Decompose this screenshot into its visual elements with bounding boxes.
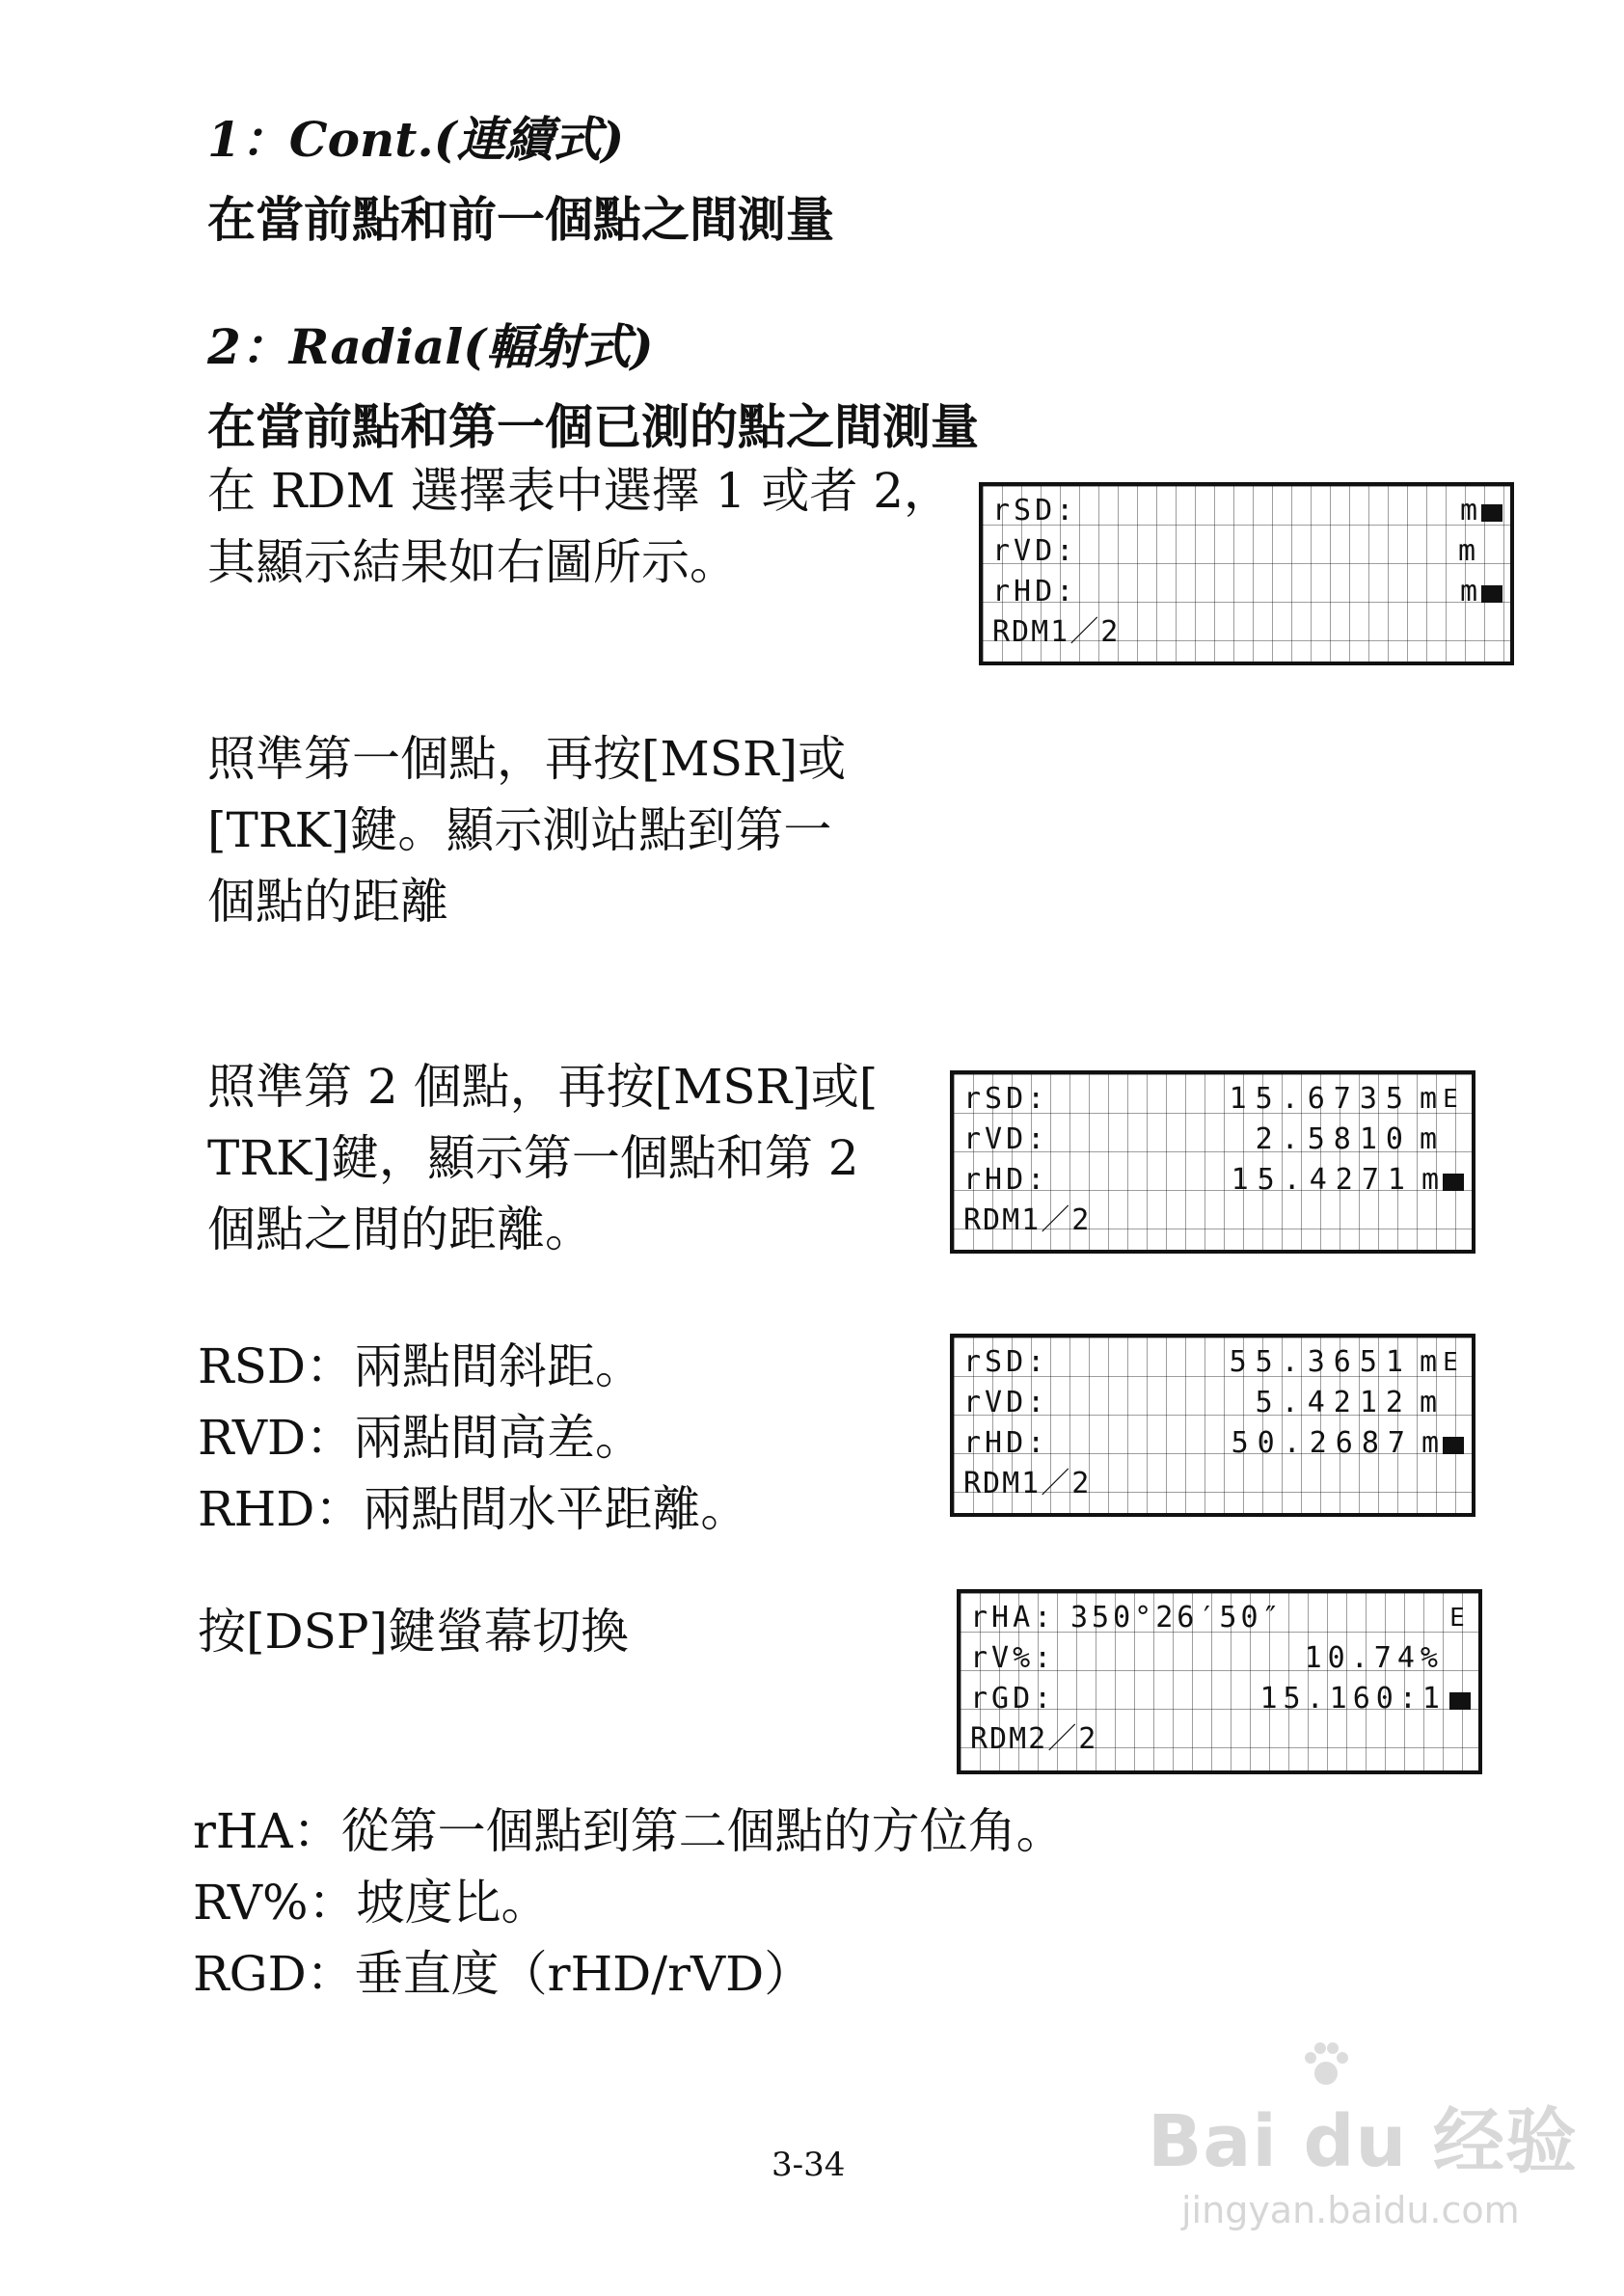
battery-icon bbox=[1443, 1174, 1464, 1191]
lcd-unit: m bbox=[1459, 575, 1477, 608]
lcd-label: rHD: bbox=[992, 575, 1078, 608]
lcd-value: 15.6735 bbox=[1229, 1082, 1412, 1116]
lcd-row bbox=[963, 1201, 1464, 1241]
lcd-unit: m bbox=[1459, 494, 1477, 527]
lcd-value: 5.4212 bbox=[1255, 1386, 1412, 1419]
paragraph-line: 按[DSP]鍵螢幕切換 bbox=[198, 1604, 629, 1660]
lcd-row bbox=[963, 1464, 1464, 1504]
paragraph-line: RHD：兩點間水平距離。 bbox=[198, 1481, 749, 1537]
lcd-label: rSD: bbox=[963, 1082, 1049, 1116]
lcd-label: rGD: bbox=[970, 1682, 1056, 1715]
paragraph-line: 個點的距離 bbox=[207, 874, 448, 930]
lcd-unit: m bbox=[1419, 1122, 1437, 1156]
lcd-row bbox=[963, 1423, 1464, 1464]
lcd-row bbox=[992, 612, 1502, 653]
paragraph-line: 其顯示結果如右圖所示。 bbox=[207, 534, 738, 590]
paragraph-line: RSD：兩點間斜距。 bbox=[198, 1338, 643, 1394]
lcd-row bbox=[963, 1342, 1464, 1383]
lcd-row bbox=[992, 572, 1502, 612]
lcd-label: rSD: bbox=[963, 1345, 1049, 1379]
battery-icon bbox=[1481, 504, 1502, 522]
lcd-page-indicator: RDM2／2 bbox=[970, 1722, 1098, 1756]
e-indicator: E bbox=[1443, 1085, 1458, 1114]
paragraph-line: 個點之間的距離。 bbox=[207, 1202, 593, 1257]
lcd-value: 2.5810 bbox=[1255, 1122, 1412, 1156]
lcd-row bbox=[992, 531, 1502, 572]
lcd-row bbox=[992, 491, 1502, 531]
paragraph-line: [TRK]鍵。顯示測站點到第一 bbox=[207, 802, 832, 858]
lcd-row bbox=[963, 1383, 1464, 1423]
watermark-url: jingyan.baidu.com bbox=[1181, 2189, 1520, 2231]
lcd-row bbox=[970, 1679, 1471, 1719]
battery-icon bbox=[1443, 1437, 1464, 1454]
lcd-label: rVD: bbox=[992, 534, 1078, 568]
lcd-value: 50.2687 bbox=[1231, 1426, 1414, 1460]
section-2-description: 在當前點和第一個已測的點之間測量 bbox=[207, 398, 979, 455]
e-indicator: E bbox=[1449, 1604, 1465, 1633]
paragraph-line: TRK]鍵，顯示第一個點和第 2 bbox=[207, 1130, 859, 1186]
lcd-unit: m bbox=[1419, 1345, 1437, 1379]
lcd-label: rHD: bbox=[963, 1426, 1049, 1460]
lcd-label: rSD: bbox=[992, 494, 1078, 527]
lcd-value: 15.160:1 bbox=[1259, 1682, 1446, 1715]
lcd-value bbox=[1137, 531, 1450, 572]
paragraph-line: 照準第 2 個點，再按[MSR]或[ bbox=[207, 1059, 879, 1115]
lcd-unit: m bbox=[1421, 1426, 1439, 1460]
paragraph-sight-second-point bbox=[207, 1051, 878, 1265]
lcd-unit: m bbox=[1419, 1386, 1437, 1419]
lcd-page-indicator: RDM1／2 bbox=[963, 1467, 1092, 1500]
lcd-unit: m bbox=[1457, 534, 1475, 568]
paragraph-dsp-switch bbox=[198, 1596, 629, 1667]
lcd-value: 55.3651 bbox=[1229, 1345, 1412, 1379]
lcd-label: rVD: bbox=[963, 1122, 1049, 1156]
watermark-logo bbox=[1148, 2085, 1578, 2187]
paragraph-line: rHA：從第一個點到第二個點的方位角。 bbox=[193, 1803, 1065, 1859]
paw-icon bbox=[1297, 2037, 1355, 2094]
lcd-unit: m bbox=[1421, 1163, 1439, 1197]
paragraph-line: RGD：垂直度（rHD/rVD） bbox=[193, 1946, 813, 2002]
e-indicator: E bbox=[1443, 1348, 1458, 1377]
lcd-screen-second-point bbox=[950, 1070, 1475, 1254]
lcd-unit: m bbox=[1419, 1082, 1437, 1116]
lcd-value bbox=[1137, 491, 1452, 531]
lcd-screen-page-two bbox=[957, 1589, 1482, 1774]
watermark-brand: Bai du 经验 bbox=[1148, 2100, 1578, 2183]
paragraph-select-mode bbox=[207, 455, 952, 598]
lcd-row bbox=[963, 1160, 1464, 1201]
lcd-screen-two-point-result bbox=[950, 1334, 1475, 1517]
paragraph-line: RVD：兩點間高差。 bbox=[198, 1410, 644, 1466]
paragraph-line: RV%：坡度比。 bbox=[193, 1875, 550, 1931]
battery-icon bbox=[1481, 585, 1502, 603]
paragraph-sight-first-point bbox=[207, 723, 846, 937]
battery-icon bbox=[1449, 1692, 1471, 1710]
paragraph-line: 在 RDM 選擇表中選擇 1 或者 2， bbox=[207, 463, 953, 519]
lcd-value: 15.4271 bbox=[1231, 1163, 1414, 1197]
lcd-label: rHA: bbox=[970, 1601, 1056, 1634]
lcd-value: 10.74% bbox=[1304, 1641, 1444, 1675]
section-1-title: 1：Cont.(連續式) bbox=[207, 111, 625, 168]
lcd-page-indicator: RDM1／2 bbox=[963, 1203, 1092, 1237]
paragraph-line: 照準第一個點，再按[MSR]或 bbox=[207, 731, 847, 787]
lcd-value: 350°26′50″ bbox=[1070, 1601, 1284, 1634]
lcd-label: rVD: bbox=[963, 1386, 1049, 1419]
lcd-row bbox=[970, 1598, 1471, 1638]
lcd-screen-initial bbox=[979, 482, 1514, 665]
lcd-value bbox=[1137, 572, 1452, 612]
lcd-row bbox=[963, 1120, 1464, 1160]
lcd-page-indicator: RDM1／2 bbox=[992, 615, 1121, 649]
lcd-label: rHD: bbox=[963, 1163, 1049, 1197]
lcd-label: rV%: bbox=[970, 1641, 1056, 1675]
paragraph-definitions bbox=[198, 1331, 748, 1545]
section-2-title: 2：Radial(輻射式) bbox=[207, 318, 654, 375]
section-1-description: 在當前點和前一個點之間測量 bbox=[207, 191, 834, 248]
lcd-row bbox=[963, 1079, 1464, 1120]
page-number: 3-34 bbox=[771, 2146, 846, 2184]
paragraph-page-two-definitions bbox=[193, 1796, 1065, 2010]
lcd-row bbox=[970, 1638, 1471, 1679]
lcd-row bbox=[970, 1719, 1471, 1760]
